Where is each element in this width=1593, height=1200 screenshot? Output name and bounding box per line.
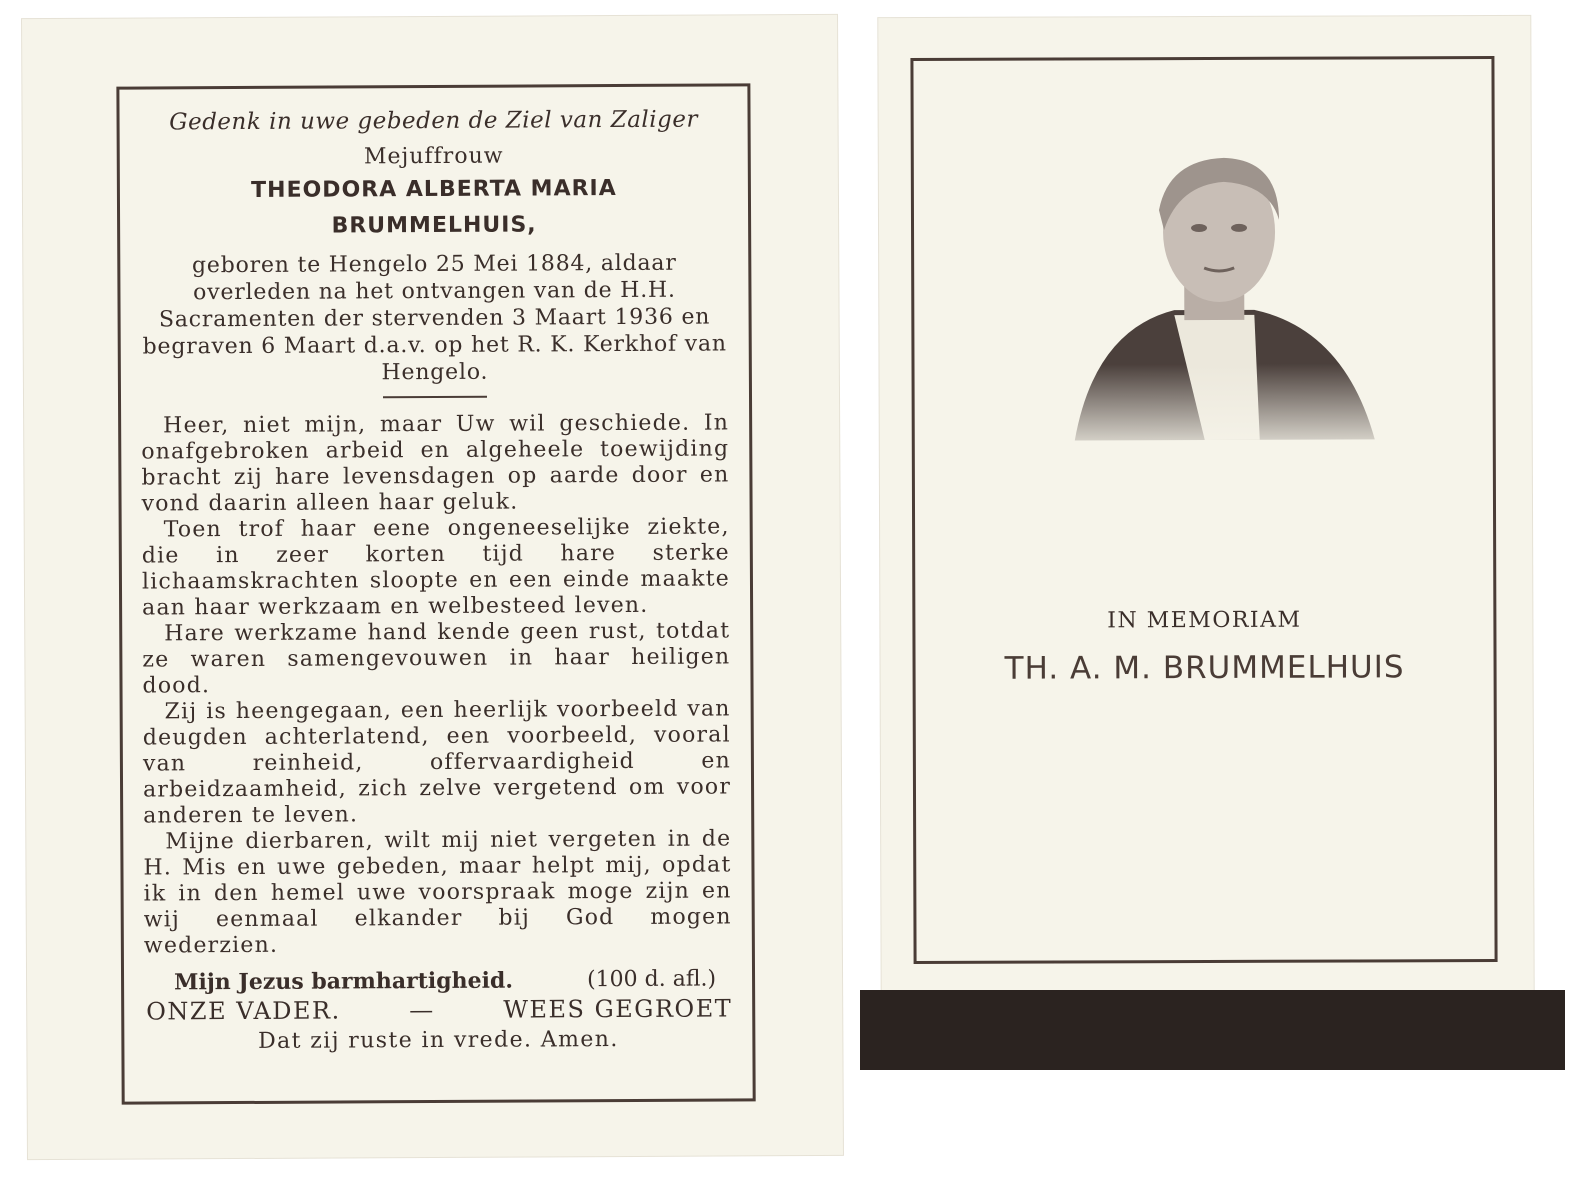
right-card-frame (910, 56, 1497, 964)
prayer-line (144, 966, 732, 995)
paragraph-1: Heer, niet mijn, maar Uw wil geschiede. In onafgebroken arbeid en algeheele toewijding bracht zij hare levensdagen op aarde door en vond daarin alleen haar geluk. (141, 410, 730, 517)
name-line-2: BRUMMELHUIS, (331, 212, 537, 239)
paragraph-2: Toen trof haar eene ongeneeselijke ziekte, die in zeer korten tijd hare sterke lichaamskrachten sloopte en een einde maakte aan haar werkzaam en welbesteed leven. (141, 514, 731, 621)
prayers-line (144, 994, 732, 1025)
title-mejuffrouw: Mejuffrouw (363, 143, 504, 170)
biography: geboren te Hengelo 25 Mei 1884, aldaar overleden na het ontvangen van de H.H. Sacramenten der stervenden 3 Maart 1936 en begraven 6 Maart d.a.v. op het R. K. Kerkhof van Hengelo. (142, 250, 727, 386)
left-card-text (139, 104, 732, 1054)
paragraph-4: Zij is heengegaan, een heerlijk voorbeeld van deugden achterlatend, een voorbeeld, vooral van reinheid, offervaardigheid en arbeidzaamheid, zich zelve vergetend om voor anderen te leven. (142, 696, 732, 829)
closing-line: Dat zij ruste in vrede. Amen. (257, 1027, 619, 1054)
paragraph-5: Mijne dierbaren, wilt mij niet vergeten in de H. Mis en uwe gebeden, maar helpt mij, opdat ik in den hemel uwe voorspraak moge zijn en wij eenmaal elkander bij God mogen wederzien. (143, 826, 732, 959)
paragraph-3: Hare werkzame hand kende geen rust, totdat ze waren samengevouwen in haar heiligen dood. (142, 618, 731, 699)
scan-shadow (860, 990, 1565, 1070)
portrait-photo (1054, 139, 1385, 460)
divider-rule (383, 396, 487, 399)
left-card (22, 15, 843, 1159)
memoriam-name: TH. A. M. BRUMMELHUIS (1004, 649, 1405, 687)
onze-vader: ONZE VADER. (146, 996, 341, 1026)
prayer-heading: Gedenk in uwe gebeden de Ziel van Zaliger (169, 106, 698, 136)
wees-gegroet: WEES GEGROET (503, 994, 733, 1024)
left-card-frame (116, 83, 755, 1104)
prayer-text: Mijn Jezus barmhartigheid. (173, 967, 514, 996)
in-memoriam-heading: IN MEMORIAM (1107, 607, 1302, 634)
right-card (878, 16, 1533, 998)
name-line-1: THEODORA ALBERTA MARIA (251, 176, 617, 203)
dash: — (409, 995, 435, 1025)
indulgence-text: (100 d. afl.) (586, 966, 717, 993)
